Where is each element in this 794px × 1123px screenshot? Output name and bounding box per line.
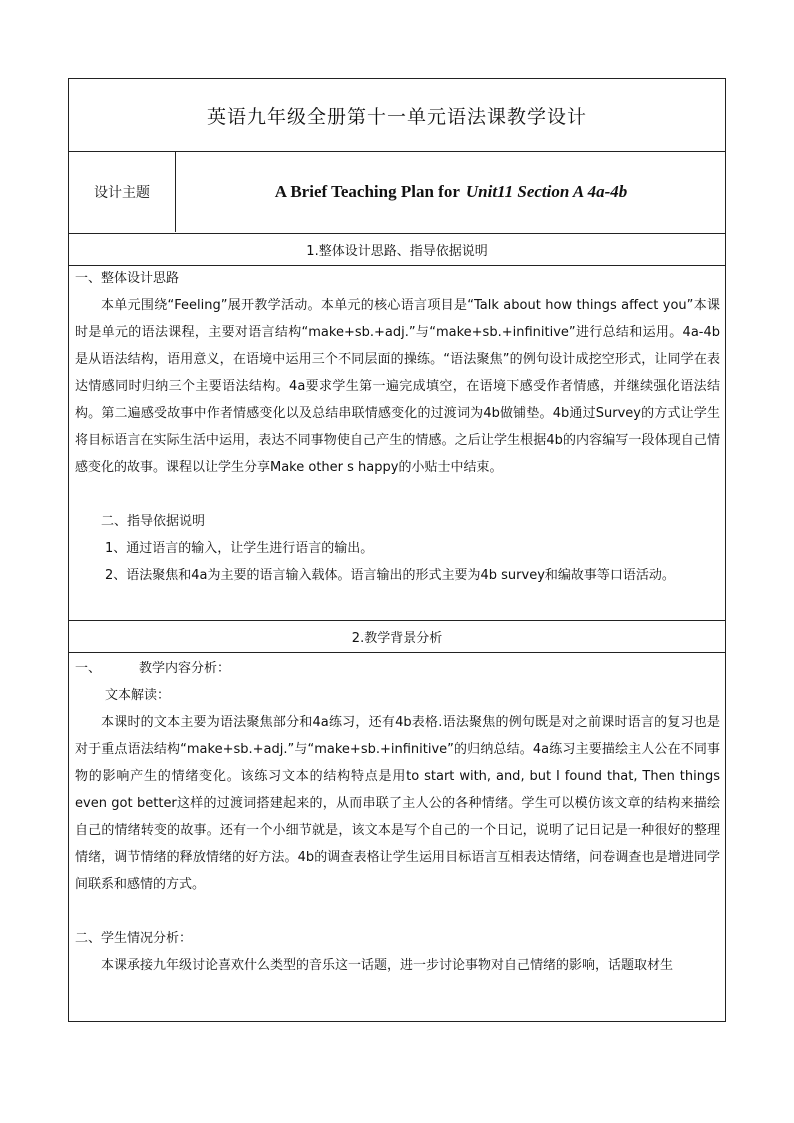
section2-para2: 本课承接九年级讨论喜欢什么类型的音乐这一话题，进一步讨论事物对自己情绪的影响，话题取材生 (101, 958, 674, 973)
plan-title (177, 152, 725, 232)
divider (69, 652, 725, 653)
section1-heading: 1.整体设计思路、指导依据说明 (306, 243, 488, 259)
lesson-plan-table (68, 78, 726, 1022)
section1-para1: 本单元围绕“Feeling”展开教学活动。本单元的核心语言项目是“Talk about how things affect you”本课时是单元的语法课程，主要对语言结构“make+sb.+adj.”与“make+sb.+infinitive”进行总结和运用。4a-4b是从语法结构，语用意义，在语境中运用三个不同层面的操练。“语法聚焦”的例句设计成挖空形式，让同学在表达情感同时归纳三个主要语法结构。4a要求学生第一遍完成填空，在语境下感受作者情感，并继续强化语法结构。第二遍感受故事中作者情感变化以及总结串联情感变化的过渡词为4b做铺垫。4b通过Survey的方式让学生将目标语言在实际生活中运用，表达不同事物使自己产生的情感。之后让学生根据4b的内容编写一段体现自己情感变化的故事。课程以让学生分享Make other s happy的小贴士中结束。 (75, 298, 720, 475)
section2-sub1-num: 一、 (75, 661, 102, 676)
plan-title-prefix: A Brief Teaching Plan for (274, 182, 460, 201)
design-topic-label: 设计主题 (69, 152, 176, 232)
plan-title-unit: Unit11 Section A 4a-4b (465, 182, 628, 201)
section2-heading: 2.教学背景分析 (351, 630, 443, 646)
section2-sub2-title: 二、学生情况分析： (75, 931, 193, 946)
section1-item1: 1、通过语言的输入，让学生进行语言的输出。 (105, 541, 374, 556)
section1-sub2-title: 二、指导依据说明 (101, 514, 206, 529)
section1-sub1-title: 一、整体设计思路 (75, 271, 180, 286)
section1-item2: 2、语法聚焦和4a为主要的语言输入载体。语言输出的形式主要为4b survey和编故事等口语活动。 (105, 568, 675, 583)
section2-para1: 本课时的文本主要为语法聚焦部分和4a练习，还有4b表格.语法聚焦的例句既是对之前课时语言的复习也是对于重点语法结构“make+sb.+adj.”与“make+sb.+infinitive”的归纳总结。4a练习主要描绘主人公在不同事物的影响产生的情绪变化。该练习文本的结构特点是用to start with, and, but I found that, Then things even got better这样的过渡词搭建起来的，从而串联了主人公的各种情绪。学生可以模仿该文章的结构来描绘自己的情绪转变的故事。还有一个小细节就是，该文本是写个自己的一个日记，说明了记日记是一种很好的整理情绪，调节情绪的释放情绪的好方法。4b的调查表格让学生运用目标语言互相表达情绪，问卷调查也是增进同学间联系和感情的方式。 (75, 715, 720, 892)
document-title: 英语九年级全册第十一单元语法课教学设计 (206, 105, 587, 128)
text-reading-label: 文本解读： (105, 688, 171, 703)
section2-content (69, 655, 725, 1021)
section2-sub1 (75, 655, 720, 682)
section1-content (69, 265, 725, 619)
section2-sub1-title: 教学内容分析： (139, 661, 231, 676)
